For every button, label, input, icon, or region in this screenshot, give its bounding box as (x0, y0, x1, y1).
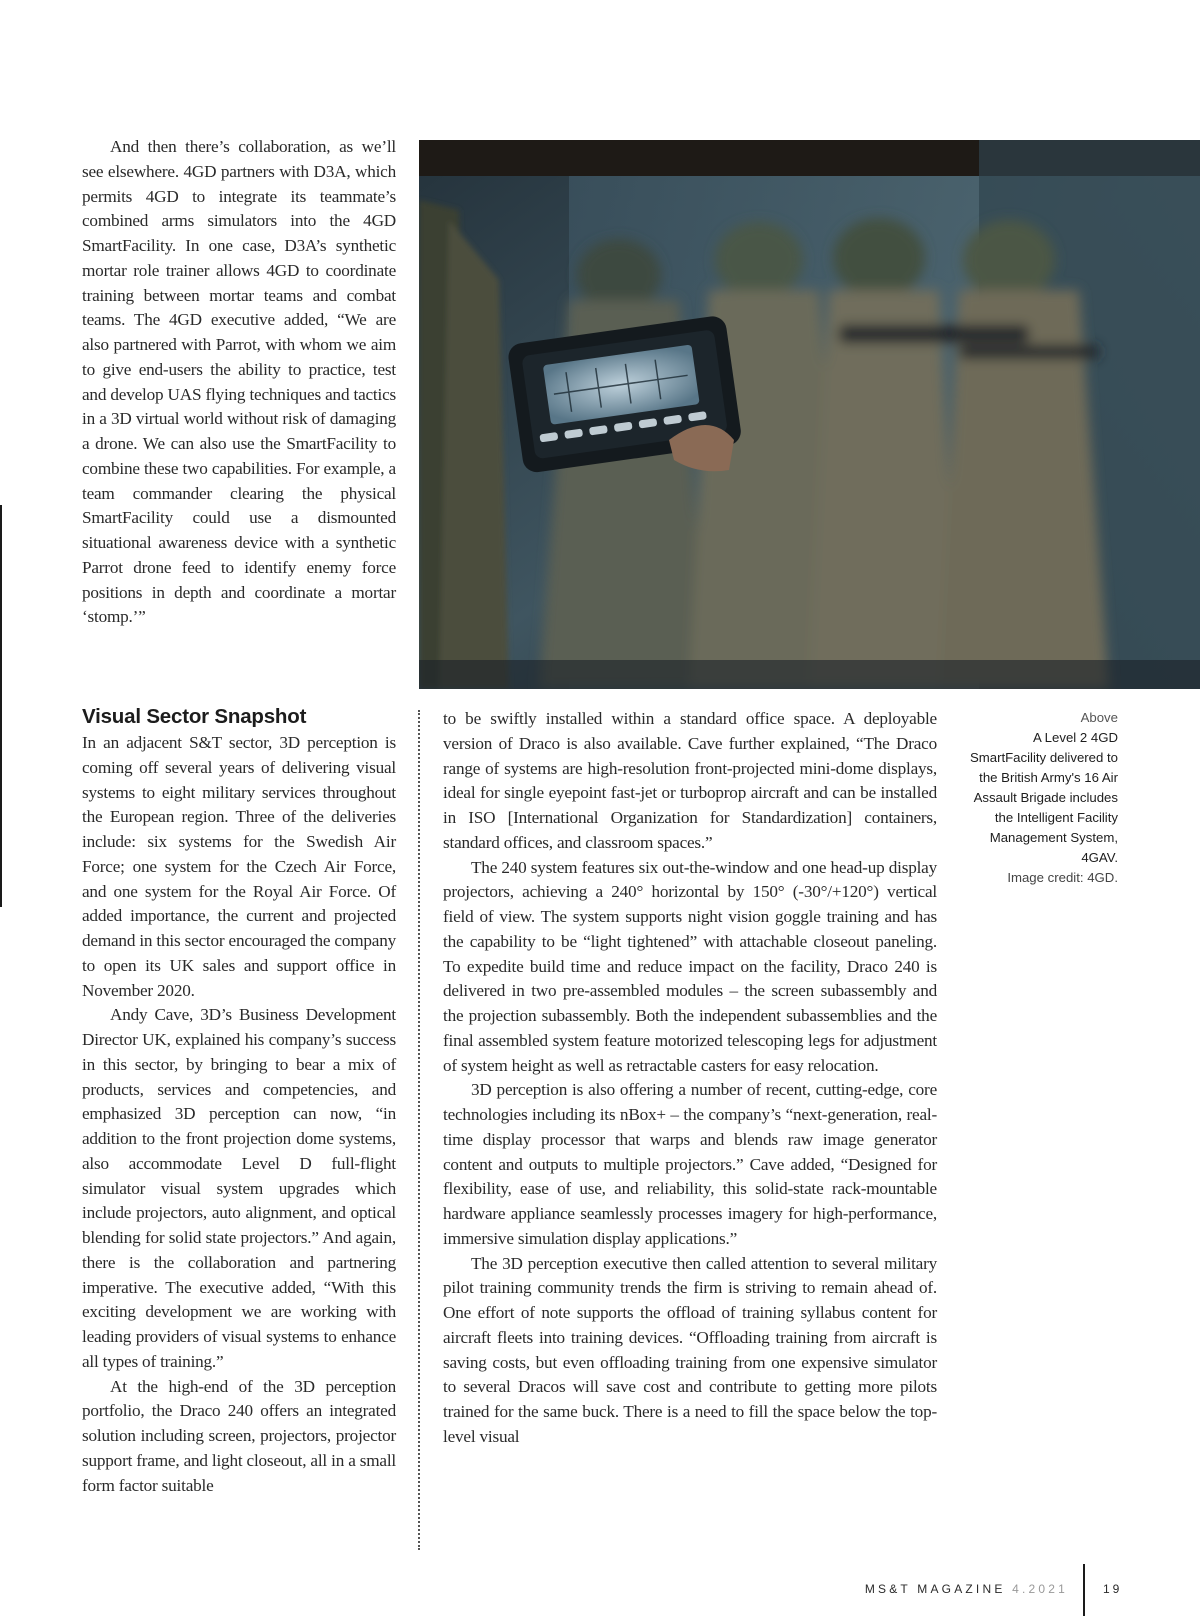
paragraph-4: to be swiftly installed within a standard office space. A deployable version of Draco is also available. Cave further explained, “The Draco range of systems are high-resolution front-projected mini-dome displays, ideal for single eyepoint fast-jet or turboprop aircraft and can be installed in ISO [International Organization for Standardization] containers, standard offices, and classroom spaces.” (443, 709, 937, 852)
footer-rule (1083, 1564, 1085, 1616)
issue-number: 4.2021 (1012, 1582, 1068, 1596)
column-divider (418, 710, 420, 1550)
paragraph-7: The 3D perception executive then called attention to several military pilot training community trends the firm is striving to remain ahead of. One effort of note supports the offload of training syllabus content for aircraft fleets into training devices. “Offloading training from aircraft is saving costs, but even offloading training from one expensive simulator to several Dracos will save cost and contribute to getting more pilots trained for the same buck. There is a need to fill the space below the top-level visual (443, 1253, 937, 1446)
photo-caption (960, 708, 1118, 888)
page-number: 19 (1103, 1582, 1123, 1596)
paragraph-6: 3D perception is also offering a number of recent, cutting-edge, core technologies including its nBox+ – the company’s “next-generation, real-time display processor that warps and blends raw image generator content and outputs to multiple projectors.” Cave added, “Designed for flexibility, ease of use, and reliability, this solid-state rack-mountable hardware appliance seamlessly processes imagery for high-performance, immersive simulation display applications.” (443, 1080, 937, 1248)
middle-column (443, 707, 937, 1450)
article-photo (419, 140, 1200, 689)
intro-paragraph: And then there’s collaboration, as we’ll see elsewhere. 4GD partners with D3A, which permits 4GD to integrate its teammate’s combined arms simulators into the 4GD SmartFacility. In one case, D3A’s synthetic mortar role trainer allows 4GD to coordinate training between mortar teams and combat teams. The 4GD executive added, “We are also partnered with Parrot, with whom we aim to give end-users the ability to practice, test and develop UAS flying techniques and tactics in a 3D virtual world without risk of damaging a drone. We can also use the SmartFacility to combine these two capabilities. For example, a team commander clearing the physical SmartFacility could use a dismounted situational awareness device with a synthetic Parrot drone feed to identify enemy force positions in depth and coordinate a mortar ‘stomp.’” (82, 137, 396, 627)
footer-magazine (865, 1580, 1068, 1598)
caption-credit: Image credit: 4GD. (1007, 870, 1118, 885)
intro-column (82, 135, 396, 630)
caption-label: Above (1080, 710, 1118, 725)
paragraph-2: Andy Cave, 3D’s Business Development Director UK, explained his company’s success in this sector, by bringing to bear a mix of products, services and competencies, and emphasized 3D perception can now, “in addition to the front projection dome systems, also accommodate Level D full-flight simulator visual system upgrades which include projectors, auto alignment, and optical blending for solid state projectors.” And again, there is the collaboration and partnering imperative. The executive added, “With this exciting development we are working with leading providers of visual systems to enhance all types of training.” (82, 1005, 396, 1371)
caption-text: A Level 2 4GD SmartFacility delivered to the British Army's 16 Air Assault Brigade includes the Intelligent Facility Management System, 4GAV. (969, 730, 1118, 865)
section-heading: Visual Sector Snapshot (82, 705, 307, 728)
magazine-name: MS&T MAGAZINE (864, 1582, 1006, 1596)
paragraph-5: The 240 system features six out-the-window and one head-up display projectors, achieving a 240° horizontal by 150° (-30°/+120°) vertical field of view. The system supports night vision goggle training and has the capability to be “light tightened” with attachable closeout paneling. To expedite build time and reduce impact on the facility, Draco 240 is delivered in two pre-assembled modules – the screen subassembly and the projection subassembly. Both the independent subassemblies and the final assembled system feature motorized telescoping legs for adjustment of system height as well as retractable casters for easy relocation. (443, 857, 937, 1075)
paragraph-3: At the high-end of the 3D perception portfolio, the Draco 240 offers an integrated solution including screen, projectors, projector support frame, and light closeout, all in a small form factor suitable (82, 1376, 396, 1495)
page-footer (0, 1580, 1200, 1616)
paragraph-1: In an adjacent S&T sector, 3D perception is coming off several years of delivering visual systems to eight military services throughout the European region. Three of the deliveries include: six systems for the Swedish Air Force; one system for the Czech Air Force, and one system for the Royal Air Force. Of added importance, the current and projected demand in this sector encouraged the company to open its UK sales and support office in November 2020. (82, 733, 396, 1000)
left-column (82, 731, 396, 1498)
edge-tab-marker (0, 505, 2, 907)
